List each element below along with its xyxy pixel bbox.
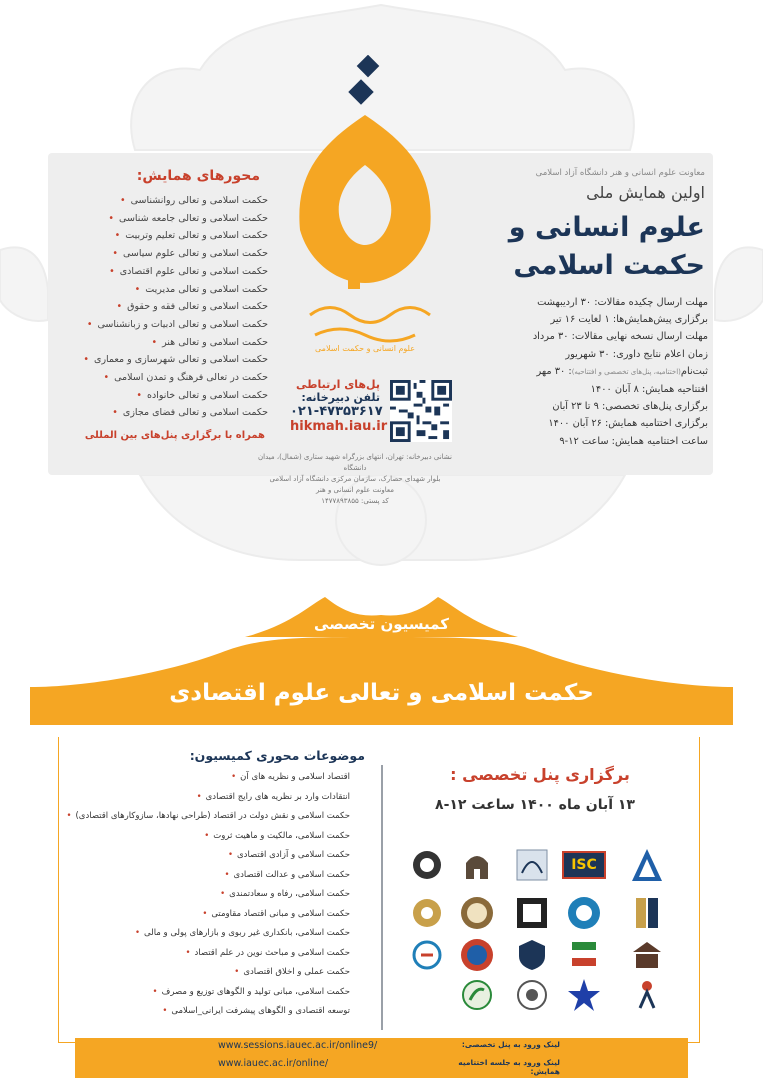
axis-item: حکمت اسلامی و تعالی علوم سیاسی • <box>68 245 268 263</box>
topic-item: حکمت عملی و اخلاق اقتصادی • <box>60 963 350 983</box>
commission-title: حکمت اسلامی و تعالی علوم اقتصادی <box>169 680 594 706</box>
topic-item: حکمت اسلامی و مبانی اقتصاد مقاومتی • <box>60 905 350 925</box>
topic-item: حکمت اسلامی، بانکداری غیر ربوی و بازارهای پولی و مالی • <box>60 924 350 944</box>
panel-link-label: لینک ورود به پنل تخصصی: <box>461 1040 560 1049</box>
date-item: برگزاری پیش‌همایش‌ها: ۱ لغایت ۱۶ تیر <box>550 314 708 326</box>
mosque-emblem-icon <box>455 845 499 885</box>
address-line: بلوار شهدای حصارک، سازمان مرکزی دانشگاه آزاد اسلامی <box>269 475 441 483</box>
date-item <box>430 363 708 381</box>
address-line: معاونت علوم انسانی و هنر <box>316 486 394 494</box>
important-dates <box>430 294 708 450</box>
axis-item: حکمت اسلامی و تعالی شهرسازی و معماری • <box>68 351 268 369</box>
axes-list <box>68 192 268 422</box>
seal-emblem-icon <box>510 975 554 1015</box>
topic-item: حکمت اسلامی، رفاه و سعادتمندی • <box>60 885 350 905</box>
topic-item: اقتصاد اسلامی و نظریه های آن • <box>60 768 350 788</box>
date-item-main: ثبت‌نام <box>680 365 708 377</box>
first-national-label: اولین همایش ملی <box>586 183 705 202</box>
topic-item: حکمت اسلامی، مبانی تولید و الگوهای توزیع و مصرف • <box>60 983 350 1003</box>
axes-title: محورهای همایش: <box>136 168 260 184</box>
round-emblem-icon <box>562 893 606 933</box>
closing-link[interactable]: www.iauec.ac.ir/online/ <box>218 1058 329 1069</box>
figure-emblem-icon <box>625 975 669 1015</box>
date-item-tail: : ۳۰ مهر <box>536 365 572 377</box>
date-item: ساعت اختتامیه همایش: ساعت ۱۲-۹ <box>559 435 708 447</box>
axis-item: حکمت اسلامی و تعالی روانشناسی • <box>68 192 268 210</box>
panel-link[interactable]: www.sessions.iauec.ac.ir/online9/ <box>218 1040 378 1051</box>
isc-logo-text: ISC <box>562 851 606 879</box>
vice-presidency: معاونت علوم انسانی و هنر دانشگاه آزاد اسلامی <box>535 168 705 178</box>
axis-item: حکمت اسلامی و تعالی ادبیات و زبانشناسی • <box>68 316 268 334</box>
closing-link-label: لینک ورود به جلسه اختتامیه همایش: <box>458 1058 560 1076</box>
topic-item: انتقادات وارد بر نظریه های رایج اقتصادی • <box>60 788 350 808</box>
address-line: کد پستی: ۱۴۷۷۸۹۳۸۵۵ <box>321 497 389 505</box>
date-item: مهلت ارسال چکیده مقالات: ۳۰ اردیبهشت <box>537 297 708 308</box>
panel-title: برگزاری پنل تخصصی : <box>450 765 630 784</box>
topics-list <box>60 768 350 1022</box>
logo-text: علوم انسانی و حکمت اسلامی <box>315 344 415 353</box>
commission-label: کمیسیون تخصصی <box>314 615 449 633</box>
axis-item: حکمت اسلامی و تعالی خانواده • <box>68 387 268 405</box>
topics-title: موضوعات محوری کمیسیون: <box>189 748 365 763</box>
qr-code-icon[interactable] <box>390 380 452 442</box>
website-link[interactable]: hikmah.iau.ir <box>290 419 388 434</box>
contact-label: پل‌های ارتباطی <box>296 378 380 391</box>
contact-block <box>290 378 388 434</box>
axis-item: حکمت اسلامی و تعالی هنر • <box>68 334 268 352</box>
date-item: برگزاری اختتامیه همایش: ۲۶ آبان ۱۴۰۰ <box>548 418 708 430</box>
circle-emblem-icon <box>455 935 499 975</box>
university-emblem-icon <box>625 845 669 885</box>
phone-number[interactable]: ۰۲۱-۴۷۳۵۳۶۱۷ <box>290 404 383 419</box>
phone-label: تلفن دبیرخانه: <box>301 391 380 404</box>
address-line: نشانی دبیرخانه: تهران، انتهای بزرگراه شهید ستاری (شمال)، میدان دانشگاه <box>257 453 452 472</box>
calligraphy-emblem-icon <box>510 845 554 885</box>
star-emblem-icon <box>562 975 606 1015</box>
date-item: زمان اعلام نتایج داوری: ۳۰ شهریور <box>565 348 708 360</box>
research-emblem-icon <box>405 935 449 975</box>
leaf-emblem-icon <box>455 975 499 1015</box>
topic-item: حکمت اسلامی و مباحث نوین در علم اقتصاد • <box>60 944 350 964</box>
column-divider <box>381 765 383 1030</box>
iran-emblem-icon <box>562 935 606 975</box>
address-block <box>255 452 455 507</box>
international-panels-note: همراه با برگزاری پنل‌های بین المللی <box>84 430 265 441</box>
conference-logo <box>290 55 440 355</box>
topic-item: حکمت اسلامی و عدالت اقتصادی • <box>60 866 350 886</box>
date-item-sub: (اختتامیه، پنل‌های تخصصی و افتتاحیه) <box>571 367 681 376</box>
axis-item: حکمت اسلامی و تعالی فقه و حقوق • <box>68 298 268 316</box>
axis-item: حکمت اسلامی و تعالی تعلیم وتربیت • <box>68 227 268 245</box>
date-item: برگزاری پنل‌های تخصصی: ۹ تا ۲۳ آبان <box>552 401 708 413</box>
shield-emblem-icon <box>510 935 554 975</box>
institute-emblem-icon <box>405 845 449 885</box>
topic-item: حکمت اسلامی و نقش دولت در اقتصاد (طراحی نهادها، سازوکارهای اقتصادی) • <box>60 807 350 827</box>
topic-item: حکمت اسلامی، مالکیت و ماهیت ثروت • <box>60 827 350 847</box>
date-item: مهلت ارسال نسخه نهایی مقالات: ۳۰ مرداد <box>532 331 708 343</box>
academy-emblem-icon <box>625 935 669 975</box>
axis-item: حکمت اسلامی و تعالی جامعه شناسی • <box>68 210 268 228</box>
book-emblem-icon <box>625 893 669 933</box>
square-emblem-icon <box>510 893 554 933</box>
ornate-emblem-icon <box>455 893 499 933</box>
sun-emblem-icon <box>405 893 449 933</box>
conference-title-line2: حکمت اسلامی <box>513 250 705 281</box>
axis-item: حکمت در تعالی فرهنگ و تمدن اسلامی • <box>68 369 268 387</box>
axis-item: حکمت اسلامی و تعالی فضای مجازی • <box>68 404 268 422</box>
isc-logo <box>562 845 606 885</box>
axis-item: حکمت اسلامی و تعالی مدیریت • <box>68 281 268 299</box>
conference-title-line1: علوم انسانی و <box>508 212 705 243</box>
topic-item: توسعه اقتصادی و الگوهای پیشرفت ایرانی_اسلامی • <box>60 1002 350 1022</box>
panel-date: ۱۳ آبان ماه ۱۴۰۰ ساعت ۱۲-۸ <box>435 797 635 813</box>
topic-item: حکمت اسلامی و آزادی اقتصادی • <box>60 846 350 866</box>
date-item: افتتاحیه همایش: ۸ آبان ۱۴۰۰ <box>590 384 708 396</box>
axis-item: حکمت اسلامی و تعالی علوم اقتصادی • <box>68 263 268 281</box>
